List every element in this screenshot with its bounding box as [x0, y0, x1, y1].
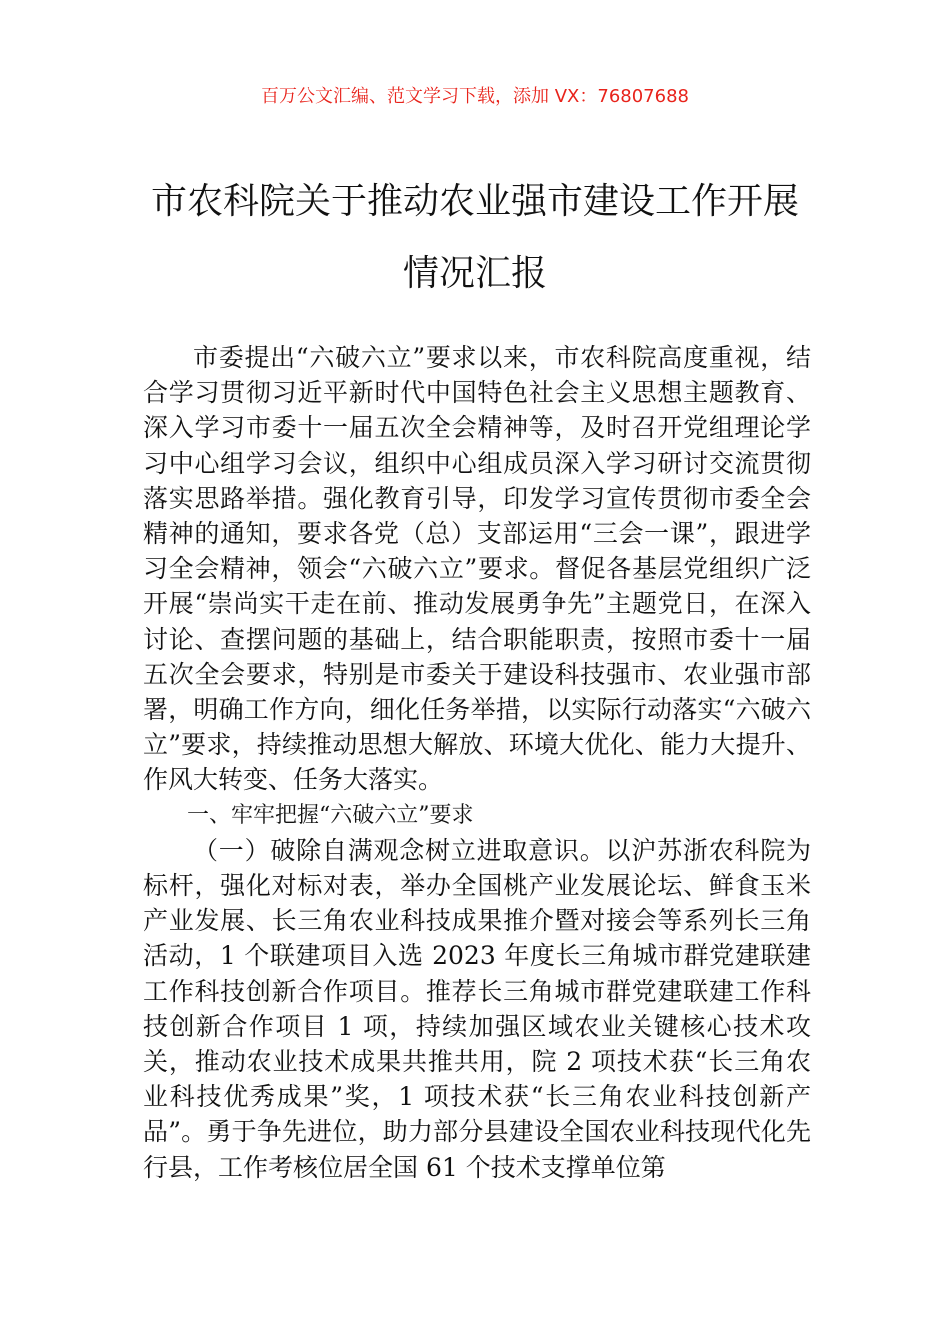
- promo-banner: 百万公文汇编、范文学习下载，添加 VX：76807688: [261, 86, 689, 107]
- section-heading: 一、牢牢把握“六破六立”要求: [187, 802, 474, 828]
- document-title-line-2: 情况汇报: [402, 253, 547, 294]
- subsection-paragraph: （一）破除自满观念树立进取意识。以沪苏浙农科院为标杆，强化对标对表，举办全国桃产业发展论坛、鲜食玉米产业发展、长三角农业科技成果推介暨对接会等系列长三角活动，1 个联建项目入选 2023 年度长三角城市群党建联建工作科技创新合作项目。推荐长三角城市群党建联建工作科技创新合作项目 1 项，持续加强区域农业关键核心技术攻关，推动农业技术成果共推共用，院 2 项技术获“长三角农业科技优秀成果”奖，1 项技术获“长三角农业科技创新产品”。勇于争先进位，助力部分县建设全国农业科技现代化先行县，工作考核位居全国 61 个技术支撑单位第: [143, 835, 811, 1182]
- document-body: [143, 340, 811, 1185]
- intro-paragraph: 市委提出“六破六立”要求以来，市农科院高度重视，结合学习贯彻习近平新时代中国特色社会主义思想主题教育、深入学习市委十一届五次全会精神等，及时召开党组理论学习中心组学习会议，组织中心组成员深入学习研讨交流贯彻落实思路举措。强化教育引导，印发学习宣传贯彻市委全会精神的通知，要求各党（总）支部运用“三会一课”，跟进学习全会精神，领会“六破六立”要求。督促各基层党组织广泛开展“崇尚实干走在前、推动发展勇争先”主题党日，在深入讨论、查摆问题的基础上，结合职能职责，按照市委十一届五次全会要求，特别是市委关于建设科技强市、农业强市部署，明确工作方向，细化任务举措，以实际行动落实“六破六立”要求，持续推动思想大解放、环境大优化、能力大提升、作风大转变、任务大落实。: [143, 343, 811, 795]
- document-title-line-1: 市农科院关于推动农业强市建设工作开展: [150, 181, 799, 222]
